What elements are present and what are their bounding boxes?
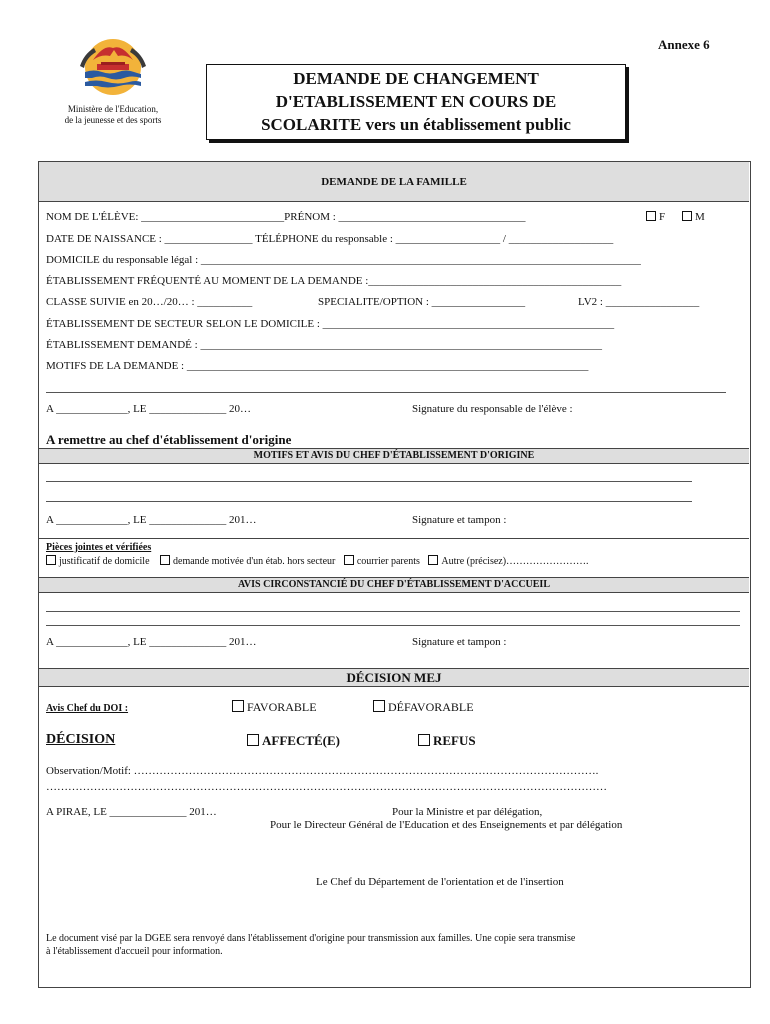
decision-mej-header: DÉCISION MEJ xyxy=(39,668,749,687)
checkbox-icon xyxy=(247,734,259,746)
observation-field[interactable]: Observation/Motif: ………………………………………………………………………………………………………………. xyxy=(46,765,599,777)
sex-f-option[interactable] xyxy=(646,211,665,223)
polynesia-emblem-icon xyxy=(74,34,152,98)
accueil-header: AVIS CIRCONSTANCIÉ DU CHEF D'ÉTABLISSEMENT D'ACCUEIL xyxy=(39,577,749,593)
origine-signature-label: Signature et tampon : xyxy=(412,514,507,526)
title-box xyxy=(206,64,626,140)
famille-header: DEMANDE DE LA FAMILLE xyxy=(39,162,749,202)
nom-prenom-field[interactable]: NOM DE L'ÉLÈVE: __________________________PRÉNOM : __________________________________ xyxy=(46,211,526,223)
pieces-divider xyxy=(39,538,749,539)
accueil-line-1[interactable] xyxy=(46,611,740,612)
pirae-lieu-date[interactable]: A PIRAE, LE ______________ 201… xyxy=(46,806,217,818)
checkbox-icon xyxy=(682,211,692,221)
footer-note-line1: Le document visé par la DGEE sera renvoyé dans l'établissement d'origine pour transmission aux familles. Une copie sera transmise xyxy=(46,933,576,944)
origine-line-2[interactable] xyxy=(46,501,692,502)
secteur-field[interactable]: ÉTABLISSEMENT DE SECTEUR SELON LE DOMICILE : _____________________________________________________ xyxy=(46,318,615,330)
title-line2: D'ETABLISSEMENT EN COURS DE xyxy=(275,92,557,111)
sex-m-label: M xyxy=(695,211,705,223)
checkbox-icon xyxy=(646,211,656,221)
footer-note-line2: à l'établissement d'accueil pour information. xyxy=(46,946,223,957)
famille-lieu-date[interactable]: A _____________, LE ______________ 20… xyxy=(46,403,252,415)
checkbox-icon xyxy=(232,700,244,712)
checkbox-icon xyxy=(418,734,430,746)
origine-line-1[interactable] xyxy=(46,481,692,482)
observation-dots[interactable]: ……………………………………………………………………………………………………………………………………… xyxy=(46,781,607,793)
delegation-line2: Pour le Directeur Général de l'Education et des Enseignements et par délégation xyxy=(270,819,623,831)
origine-lieu-date[interactable]: A _____________, LE ______________ 201… xyxy=(46,514,257,526)
etablissement-demande-field[interactable]: ÉTABLISSEMENT DEMANDÉ : _________________________________________________________________________ xyxy=(46,339,602,351)
delegation-line1: Pour la Ministre et par délégation, xyxy=(392,806,543,818)
title-line1: DEMANDE DE CHANGEMENT xyxy=(293,69,539,88)
chef-departement-label: Le Chef du Département de l'orientation et de l'insertion xyxy=(316,876,564,888)
domicile-field[interactable]: DOMICILE du responsable légal : ________________________________________________________________________________ xyxy=(46,254,641,266)
accueil-signature-label: Signature et tampon : xyxy=(412,636,507,648)
annex-label: Annexe 6 xyxy=(658,37,710,52)
lv2-field[interactable]: LV2 : _________________ xyxy=(578,296,700,308)
pieces-title: Pièces jointes et vérifiées xyxy=(46,542,152,553)
sex-f-label: F xyxy=(659,211,666,223)
checkbox-icon xyxy=(46,555,56,565)
classe-field[interactable]: CLASSE SUIVIE en 20…/20… : __________ xyxy=(46,296,253,308)
checkbox-icon xyxy=(373,700,385,712)
specialite-field[interactable]: SPECIALITE/OPTION : _________________ xyxy=(318,296,526,308)
motifs-field[interactable]: MOTIFS DE LA DEMANDE : _________________________________________________________________________ xyxy=(46,360,589,372)
ministry-name xyxy=(50,104,176,126)
etablissement-frequente-field[interactable]: ÉTABLISSEMENT FRÉQUENTÉ AU MOMENT DE LA DEMANDE :______________________________________________ xyxy=(46,275,622,287)
piece-courrier-parents[interactable]: courrier parents xyxy=(344,556,420,567)
title-line3: SCOLARITE vers un établissement public xyxy=(261,115,571,134)
checkbox-icon xyxy=(428,555,438,565)
sex-m-option[interactable] xyxy=(682,211,705,223)
defavorable-option[interactable]: DÉFAVORABLE xyxy=(373,700,474,715)
famille-signature-label: Signature du responsable de l'élève : xyxy=(412,403,573,415)
piece-domicile[interactable]: justificatif de domicile xyxy=(46,556,150,567)
favorable-option[interactable]: FAVORABLE xyxy=(232,700,317,715)
motifs-line[interactable] xyxy=(46,392,726,393)
pieces-list xyxy=(46,555,589,567)
refus-option[interactable]: REFUS xyxy=(418,733,476,749)
accueil-lieu-date[interactable]: A _____________, LE ______________ 201… xyxy=(46,636,257,648)
origine-header: MOTIFS ET AVIS DU CHEF D'ÉTABLISSEMENT D'ORIGINE xyxy=(39,448,749,464)
piece-autre[interactable]: Autre (précisez)……………………. xyxy=(428,556,588,567)
avis-chef-label: Avis Chef du DOI : xyxy=(46,703,129,714)
affecte-option[interactable]: AFFECTÉ(E) xyxy=(247,733,340,749)
ministry-line1: Ministère de l'Education, xyxy=(67,104,159,114)
naissance-telephone-field[interactable]: DATE DE NAISSANCE : ________________ TÉLÉPHONE du responsable : ___________________ / ___________________ xyxy=(46,233,614,245)
decision-label: DÉCISION xyxy=(46,732,116,747)
piece-demande-motivee[interactable]: demande motivée d'un étab. hors secteur xyxy=(160,556,335,567)
accueil-line-2[interactable] xyxy=(46,625,740,626)
remettre-label: A remettre au chef d'établissement d'origine xyxy=(46,432,292,447)
ministry-line2: de la jeunesse et des sports xyxy=(64,115,162,125)
checkbox-icon xyxy=(160,555,170,565)
checkbox-icon xyxy=(344,555,354,565)
